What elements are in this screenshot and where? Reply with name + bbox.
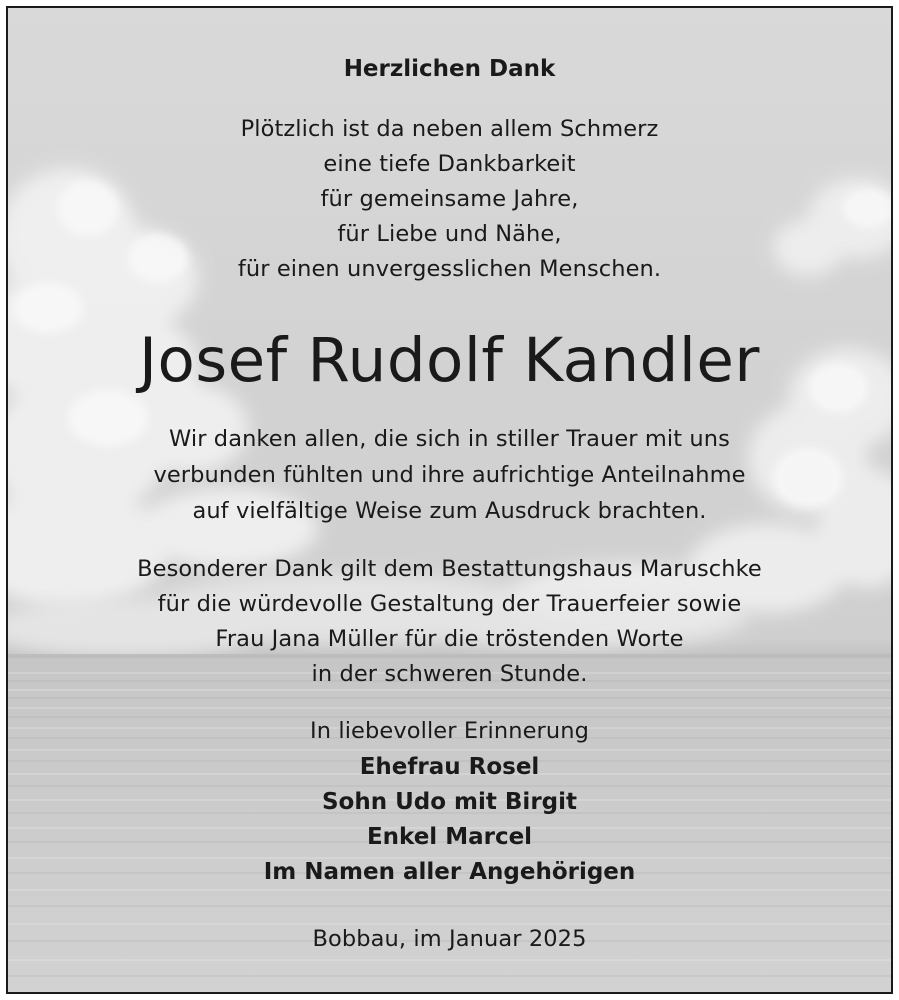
poem-line-3: für gemeinsame Jahre, — [320, 186, 579, 212]
poem-line-5: für einen unvergesslichen Menschen. — [237, 256, 662, 282]
thanks-line-2: verbunden fühlten und ihre aufrichtige Anteilnahme — [153, 462, 746, 488]
family-member-3: Enkel Marcel — [366, 824, 533, 850]
signature-intro: In liebevoller Erinnerung — [310, 718, 589, 744]
poem-line-1: Plötzlich ist da neben allem Schmerz — [240, 116, 659, 142]
obituary-card — [6, 6, 893, 994]
special-thanks-line-1: Besonderer Dank gilt dem Bestattungshaus Maruschke — [137, 556, 762, 582]
heading: Herzlichen Dank — [343, 56, 556, 82]
thanks-line-3: auf vielfältige Weise zum Ausdruck brachten. — [192, 498, 707, 524]
poem-line-4: für Liebe und Nähe, — [337, 221, 562, 247]
thanks-line-1: Wir danken allen, die sich in stiller Trauer mit uns — [169, 426, 730, 452]
special-thanks-line-2: für die würdevolle Gestaltung der Trauerfeier sowie — [157, 591, 742, 617]
family-member-1: Ehefrau Rosel — [359, 754, 540, 780]
deceased-name: Josef Rudolf Kandler — [139, 325, 760, 396]
special-thanks-line-3: Frau Jana Müller für die tröstenden Worte — [215, 626, 684, 652]
family-member-2: Sohn Udo mit Birgit — [321, 789, 578, 815]
obituary-text — [8, 8, 891, 992]
place-date: Bobbau, im Januar 2025 — [312, 926, 587, 952]
poem-line-2: eine tiefe Dankbarkeit — [323, 151, 576, 177]
special-thanks-line-4: in der schweren Stunde. — [311, 661, 588, 687]
family-member-4: Im Namen aller Angehörigen — [263, 859, 636, 885]
